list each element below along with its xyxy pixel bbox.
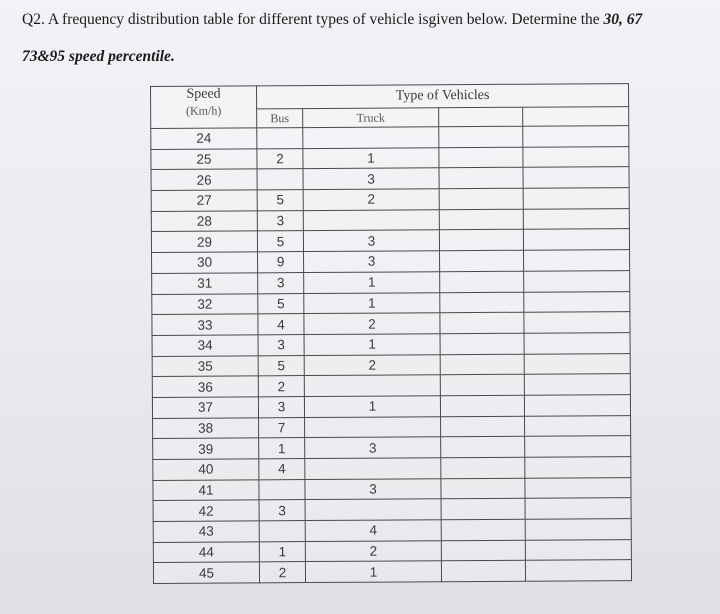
empty-cell	[439, 126, 523, 147]
bus-cell: 3	[257, 210, 303, 231]
speed-cell: 37	[152, 397, 258, 418]
table-row	[153, 457, 631, 481]
empty-cell	[441, 478, 525, 499]
bus-cell: 2	[258, 376, 304, 397]
empty-cell	[524, 374, 630, 395]
table-row	[153, 415, 631, 439]
table-row	[152, 332, 630, 356]
empty-cell	[441, 416, 525, 437]
speed-cell: 38	[153, 417, 259, 438]
truck-cell: 1	[303, 147, 439, 169]
empty-header-2	[523, 107, 629, 127]
empty-cell	[524, 312, 630, 333]
empty-cell	[524, 270, 630, 291]
empty-cell	[523, 146, 629, 167]
speed-cell: 45	[153, 562, 259, 583]
empty-cell	[525, 539, 631, 560]
empty-cell	[439, 168, 523, 189]
empty-cell	[441, 540, 525, 561]
empty-cell	[523, 126, 629, 147]
speed-unit: (Km/h)	[185, 103, 222, 118]
bus-cell: 1	[259, 438, 305, 459]
bus-cell	[259, 521, 305, 542]
bus-cell: 7	[259, 417, 305, 438]
truck-header: Truck	[303, 108, 439, 128]
speed-cell: 24	[151, 128, 257, 149]
truck-cell	[305, 416, 441, 438]
truck-cell	[305, 458, 441, 480]
truck-cell: 2	[304, 313, 440, 335]
bus-cell: 5	[258, 355, 304, 376]
bus-cell: 3	[258, 272, 304, 293]
frequency-table-container	[150, 83, 647, 596]
empty-cell	[523, 188, 629, 209]
empty-cell	[523, 208, 629, 229]
empty-cell	[441, 519, 525, 540]
empty-cell	[524, 291, 630, 312]
empty-cell	[524, 332, 630, 353]
empty-cell	[523, 167, 629, 188]
empty-cell	[525, 560, 631, 581]
table-row	[152, 312, 630, 336]
question-line-2: 73&95 speed percentile.	[22, 48, 175, 65]
table-row	[151, 229, 629, 253]
truck-cell: 1	[304, 272, 440, 294]
bus-cell: 3	[259, 500, 305, 521]
truck-cell: 3	[303, 168, 439, 190]
empty-cell	[525, 436, 631, 457]
truck-cell: 1	[304, 292, 440, 314]
bus-cell: 4	[258, 314, 304, 335]
truck-cell: 3	[304, 251, 440, 273]
table-row	[153, 436, 631, 460]
table-row	[151, 167, 629, 191]
header-row	[151, 84, 629, 110]
bus-cell: 3	[258, 397, 304, 418]
empty-cell	[440, 250, 524, 271]
bus-cell: 5	[257, 231, 303, 252]
bus-cell: 1	[259, 541, 305, 562]
table-row	[151, 146, 629, 170]
table-row	[151, 188, 629, 212]
speed-cell: 44	[153, 542, 259, 563]
speed-cell: 25	[151, 149, 257, 170]
speed-cell: 28	[151, 211, 257, 232]
bus-cell: 3	[258, 334, 304, 355]
bus-cell	[257, 128, 303, 149]
speed-cell: 27	[151, 190, 257, 211]
bus-cell: 5	[257, 190, 303, 211]
empty-cell	[441, 437, 525, 458]
empty-cell	[524, 250, 630, 271]
empty-cell	[440, 312, 524, 333]
speed-cell: 39	[153, 438, 259, 459]
truck-cell	[303, 209, 439, 231]
empty-cell	[524, 395, 630, 416]
question-text	[22, 11, 720, 29]
empty-cell	[441, 499, 525, 520]
speed-cell: 41	[153, 480, 259, 501]
question-percentiles: 30, 67	[603, 11, 643, 28]
truck-cell: 3	[305, 478, 441, 500]
truck-cell	[303, 127, 439, 149]
speed-cell: 32	[152, 293, 258, 314]
frequency-table	[150, 83, 632, 584]
bus-cell: 5	[258, 293, 304, 314]
empty-cell	[440, 333, 524, 354]
speed-cell: 29	[151, 231, 257, 252]
truck-cell: 4	[305, 520, 441, 542]
speed-cell: 33	[152, 314, 258, 335]
empty-cell	[440, 354, 524, 375]
bus-cell: 2	[259, 562, 305, 583]
bus-cell: 2	[257, 148, 303, 169]
empty-cell	[524, 353, 630, 374]
table-row	[152, 250, 630, 274]
speed-cell: 40	[153, 459, 259, 480]
table-row	[152, 270, 630, 294]
question-prefix: Q2. A frequency distribution table for different types of vehicle isgiven below. Determine the	[22, 11, 604, 28]
empty-cell	[440, 271, 524, 292]
empty-cell	[525, 498, 631, 519]
empty-cell	[439, 147, 523, 168]
truck-cell: 1	[304, 396, 440, 418]
truck-cell: 1	[305, 561, 441, 583]
bus-cell	[259, 479, 305, 500]
table-body	[151, 126, 632, 584]
empty-cell	[441, 457, 525, 478]
empty-cell	[440, 374, 524, 395]
table-row	[151, 208, 629, 232]
empty-cell	[525, 457, 631, 478]
speed-cell: 35	[152, 355, 258, 376]
speed-cell: 31	[152, 273, 258, 294]
bus-cell: 4	[259, 459, 305, 480]
truck-cell: 3	[303, 230, 439, 252]
truck-cell: 3	[305, 437, 441, 459]
table-row	[153, 519, 631, 543]
table-row	[153, 477, 631, 501]
truck-cell: 2	[305, 540, 441, 562]
table-row	[153, 498, 631, 522]
table-row	[151, 126, 629, 150]
speed-cell: 42	[153, 500, 259, 521]
table-row	[152, 395, 630, 419]
speed-cell: 34	[152, 335, 258, 356]
table-row	[153, 539, 631, 563]
table-row	[152, 291, 630, 315]
empty-cell	[525, 519, 631, 540]
bus-cell	[257, 169, 303, 190]
empty-cell	[441, 561, 525, 582]
speed-cell: 30	[152, 252, 258, 273]
table-row	[152, 374, 630, 398]
empty-cell	[523, 229, 629, 250]
bus-cell: 9	[258, 252, 304, 273]
table-row	[153, 560, 631, 584]
speed-cell: 36	[152, 376, 258, 397]
empty-cell	[525, 477, 631, 498]
empty-cell	[439, 188, 523, 209]
truck-cell	[304, 375, 440, 397]
empty-cell	[439, 230, 523, 251]
empty-cell	[439, 209, 523, 230]
empty-cell	[440, 292, 524, 313]
truck-cell: 2	[304, 354, 440, 376]
truck-cell: 1	[304, 334, 440, 356]
speed-header: Speed	[186, 86, 221, 102]
empty-cell	[525, 415, 631, 436]
speed-cell: 26	[151, 169, 257, 190]
type-of-vehicles-header: Type of Vehicles	[257, 84, 629, 109]
truck-cell	[305, 499, 441, 521]
table-row	[152, 353, 630, 377]
truck-cell: 2	[303, 189, 439, 211]
bus-header: Bus	[257, 109, 303, 128]
speed-cell: 43	[153, 521, 259, 542]
speed-header-cell	[151, 86, 257, 129]
empty-cell	[440, 395, 524, 416]
empty-header-1	[439, 107, 523, 127]
